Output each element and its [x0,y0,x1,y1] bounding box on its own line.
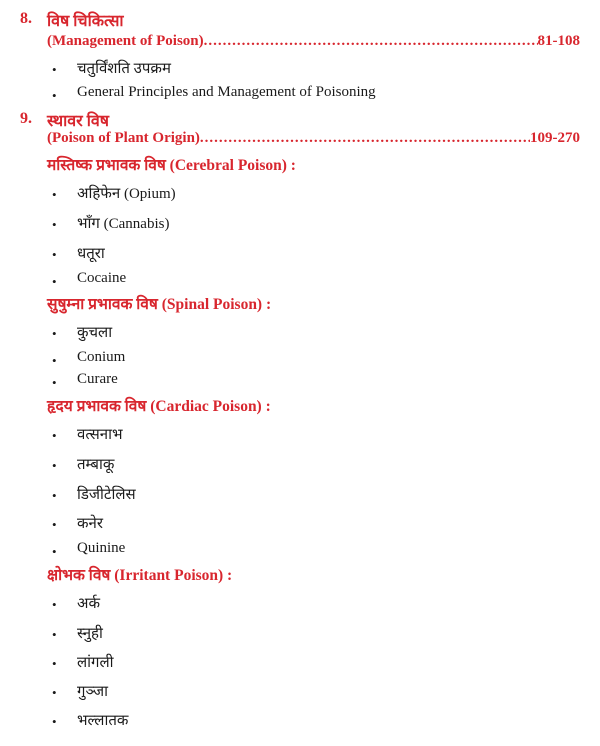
bullet-icon: • [52,247,57,262]
leader-dots [200,130,530,147]
list-item: लांगली [77,655,114,671]
list-item: वत्सनाभ [77,427,123,443]
group-heading-irritant: क्षोभक विष (Irritant Poison) : [47,567,233,584]
list-item: भल्लातक [77,713,129,729]
bullet-icon: • [52,458,57,473]
list-item: स्नुही [77,626,103,642]
bullet-icon: • [52,88,57,103]
bullet-icon: • [52,685,57,700]
bullet-icon: • [52,428,57,443]
toc-entry-poison-of-plant-origin[interactable] [47,130,580,147]
section-number-9: 9. [20,110,32,127]
list-item: कुचला [77,325,113,341]
bullet-icon: • [52,656,57,671]
bullet-icon: • [52,375,57,390]
bullet-icon: • [52,187,57,202]
list-item: Cocaine [77,270,127,286]
group-heading-cardiac: हृदय प्रभावक विष (Cardiac Poison) : [47,398,271,415]
list-item: डिजीटेलिस [77,487,136,503]
list-item: अहिफेन (Opium) [77,186,176,202]
list-item: धतूरा [77,246,105,262]
bullet-icon: • [52,488,57,503]
list-item: Conium [77,349,126,365]
page-range: 109-270 [530,130,580,146]
bullet-icon: • [52,353,57,368]
bullet-icon: • [52,217,57,232]
section-title-english: (Management of Poison) [47,33,204,49]
list-item: अर्क [77,596,100,612]
list-item: चतुर्विंशति उपक्रम [77,61,171,77]
section-number-8: 8. [20,10,32,27]
bullet-icon: • [52,544,57,559]
group-heading-cerebral: मस्तिष्क प्रभावक विष (Cerebral Poison) : [47,157,296,174]
list-item: कनेर [77,516,103,532]
bullet-icon: • [52,714,57,729]
bullet-icon: • [52,326,57,341]
group-heading-spinal: सुषुम्ना प्रभावक विष (Spinal Poison) : [47,296,272,313]
bullet-icon: • [52,274,57,289]
bullet-icon: • [52,627,57,642]
list-item: General Principles and Management of Poisoning [77,84,376,100]
section-title-english: (Poison of Plant Origin) [47,130,200,146]
bullet-icon: • [52,62,57,77]
list-item: भाँग (Cannabis) [77,216,170,232]
list-item: Curare [77,371,118,387]
list-item: तम्बाकू [77,457,115,473]
list-item: Quinine [77,540,126,556]
page-range: 81-108 [537,33,580,49]
leader-dots [204,33,538,50]
toc-entry-management-of-poison[interactable] [47,33,580,50]
section-title-hindi: स्थावर विष [47,113,110,130]
bullet-icon: • [52,597,57,612]
bullet-icon: • [52,517,57,532]
list-item: गुञ्जा [77,684,108,700]
section-title-hindi: विष चिकित्सा [47,13,124,30]
